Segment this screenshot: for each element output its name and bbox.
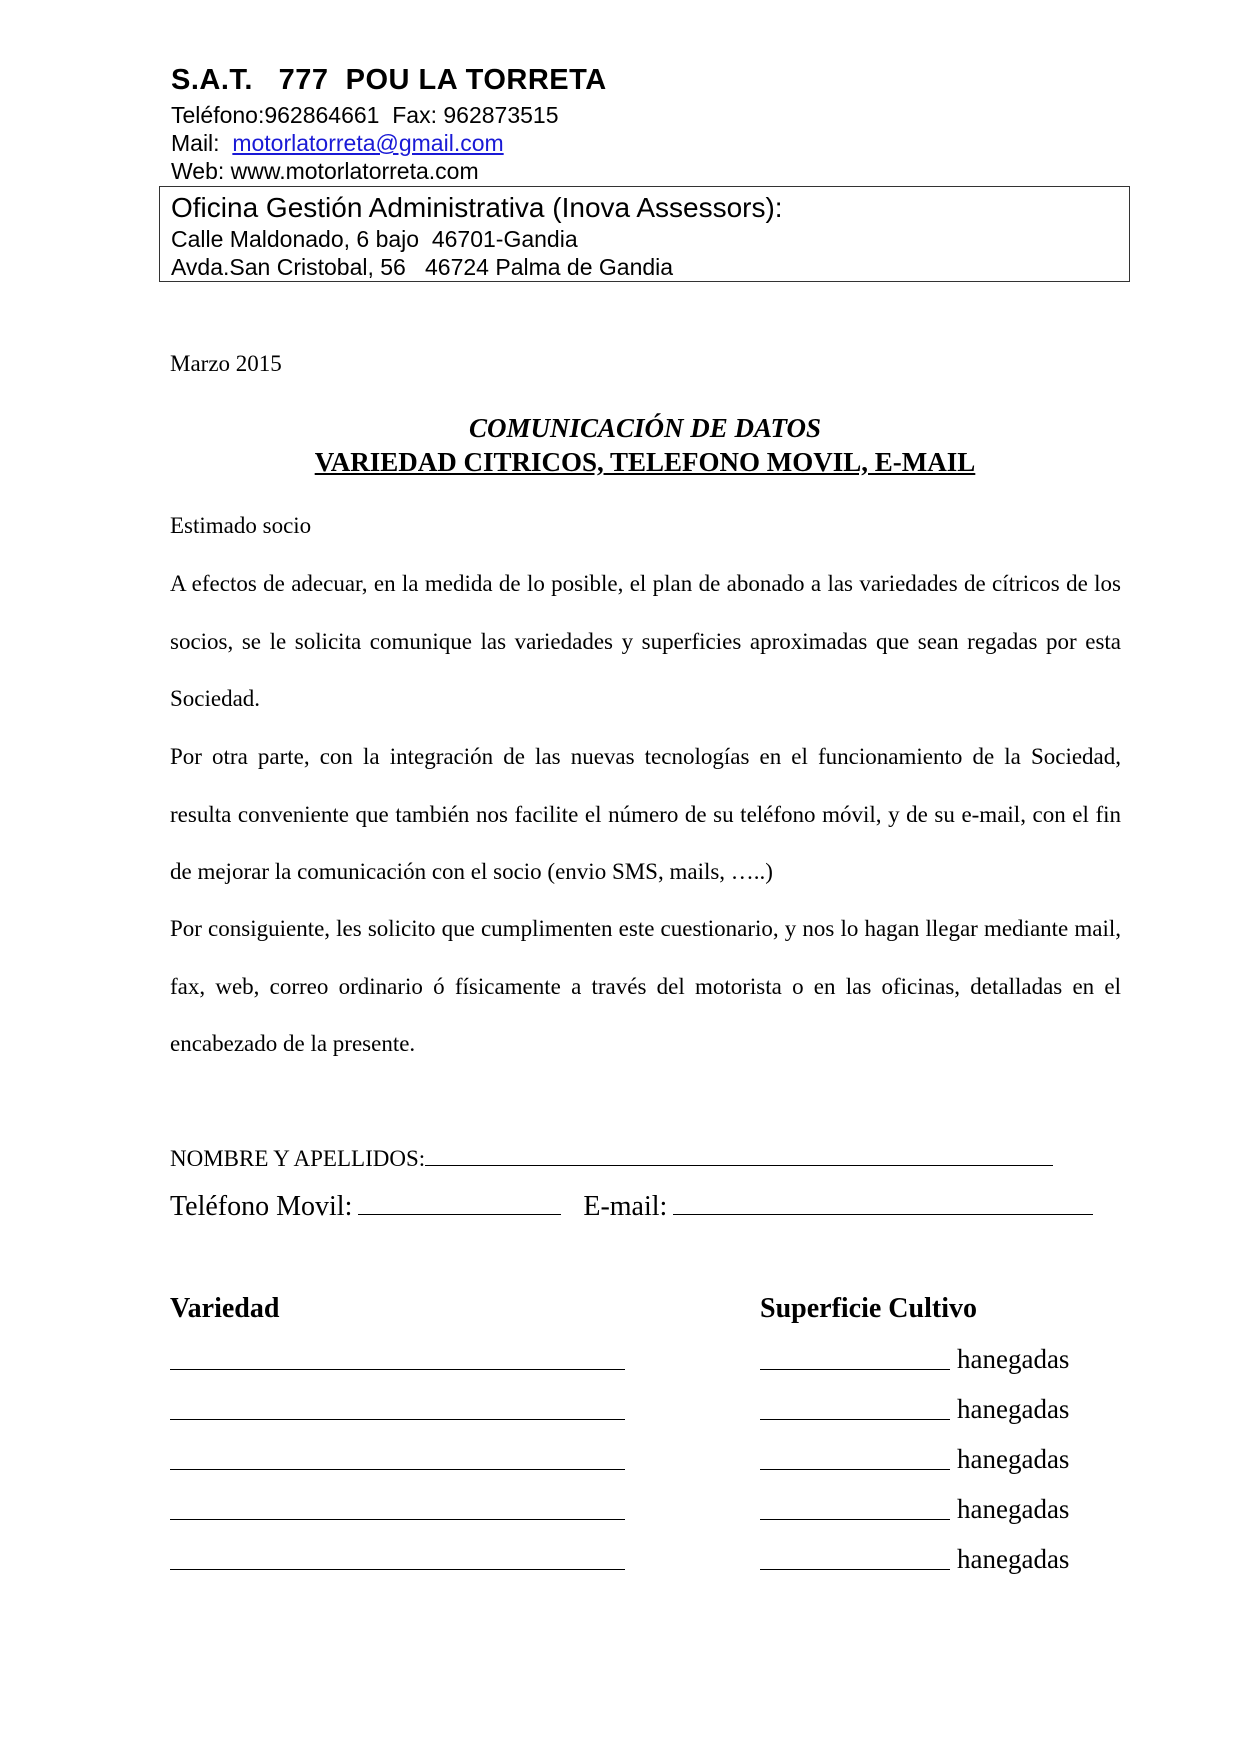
- superficie-blank[interactable]: [760, 1369, 950, 1370]
- superficie-blank[interactable]: [760, 1419, 950, 1420]
- mail-line: [171, 129, 504, 157]
- crop-row: [170, 1442, 1100, 1476]
- office-address-palma: Avda.San Cristobal, 56 46724 Palma de Gandia: [171, 254, 674, 280]
- column-header-superficie: Superficie Cultivo: [760, 1293, 977, 1324]
- column-header-variedad: Variedad: [170, 1293, 280, 1324]
- phone-fax-line: Teléfono:962864661 Fax: 962873515: [171, 102, 559, 128]
- email-label: E-mail:: [583, 1191, 668, 1222]
- mail-label: Mail:: [171, 130, 233, 156]
- name-field-row: [170, 1143, 1053, 1174]
- superficie-blank[interactable]: [760, 1469, 950, 1470]
- contact-field-row: [170, 1190, 1093, 1224]
- unit-label: hanegadas: [957, 1494, 1070, 1524]
- paragraph-technology: Por otra parte, con la integración de las nuevas tecnologías en el funcionamiento de la Sociedad, resulta conveniente que también nos facilite el número de su teléfono móvil, y de su e-mail, con el fin de mejorar la comunicación con el socio (envio SMS, mails, …..): [170, 744, 1121, 884]
- superficie-blank[interactable]: [760, 1519, 950, 1520]
- paragraph-purpose: A efectos de adecuar, en la medida de lo posible, el plan de abonado a las variedades de cítricos de los socios, se le solicita comunique las variedades y superficies aproximadas que sean regadas por esta Sociedad.: [170, 571, 1121, 711]
- organization-name: S.A.T. 777 POU LA TORRETA: [171, 64, 607, 96]
- email-blank[interactable]: [673, 1192, 1093, 1215]
- office-title: Oficina Gestión Administrativa (Inova Assessors):: [171, 192, 783, 223]
- unit-label: hanegadas: [957, 1544, 1070, 1574]
- crop-row: [170, 1392, 1100, 1426]
- document-title: COMUNICACIÓN DE DATOS: [468, 413, 822, 443]
- variedad-blank[interactable]: [170, 1469, 625, 1470]
- name-blank[interactable]: [425, 1143, 1053, 1166]
- variedad-blank[interactable]: [170, 1519, 625, 1520]
- greeting: Estimado socio: [170, 513, 312, 538]
- variedad-blank[interactable]: [170, 1369, 625, 1370]
- unit-label: hanegadas: [957, 1444, 1070, 1474]
- name-label: NOMBRE Y APELLIDOS:: [170, 1146, 426, 1171]
- office-address-gandia: Calle Maldonado, 6 bajo 46701-Gandia: [171, 226, 578, 252]
- document-date: Marzo 2015: [170, 351, 282, 376]
- mail-link[interactable]: motorlatorreta@gmail.com: [232, 130, 504, 156]
- crop-row: [170, 1542, 1100, 1576]
- document-subtitle-text: VARIEDAD CITRICOS, TELEFONO MOVIL, E-MAIL: [314, 447, 976, 477]
- phone-blank[interactable]: [358, 1192, 561, 1215]
- document-subtitle: [0, 446, 1239, 478]
- crop-row: [170, 1492, 1100, 1526]
- phone-label: Teléfono Movil:: [170, 1191, 353, 1222]
- office-box: [159, 186, 1130, 282]
- variedad-blank[interactable]: [170, 1569, 625, 1570]
- variedad-blank[interactable]: [170, 1419, 625, 1420]
- paragraph-request: Por consiguiente, les solicito que cumplimenten este cuestionario, y nos lo hagan llegar mediante mail, fax, web, correo ordinario ó físicamente a través del motorista o en las oficinas, detalladas en el encabezado de la presente.: [170, 916, 1121, 1056]
- crop-row: [170, 1342, 1100, 1376]
- web-line: Web: www.motorlatorreta.com: [171, 158, 479, 184]
- unit-label: hanegadas: [957, 1344, 1070, 1374]
- unit-label: hanegadas: [957, 1394, 1070, 1424]
- superficie-blank[interactable]: [760, 1569, 950, 1570]
